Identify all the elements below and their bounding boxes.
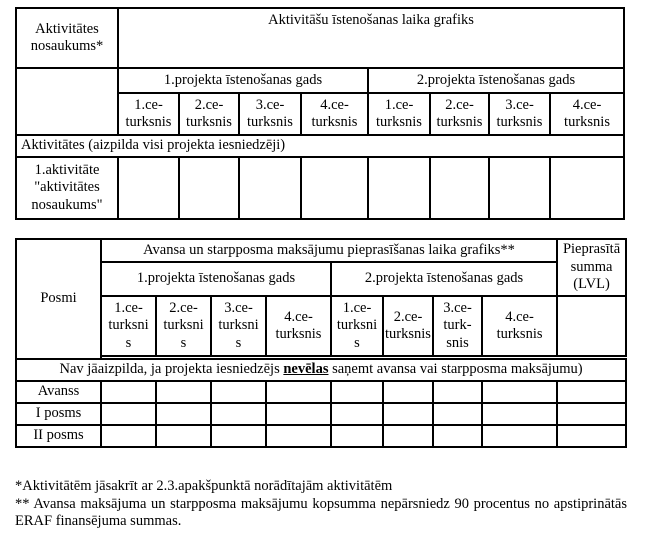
payment-cell[interactable] bbox=[433, 425, 482, 447]
year1-header: 1.projekta īstenošanas gads bbox=[101, 262, 331, 296]
quarter-header: 3.ce- turk- snis bbox=[433, 296, 482, 356]
year1-header: 1.projekta īstenošanas gads bbox=[118, 68, 368, 93]
stage-label: Avanss bbox=[16, 381, 101, 403]
schedule-header: Aktivitāšu īstenošanas laika grafiks bbox=[118, 8, 624, 68]
payment-cell[interactable] bbox=[482, 381, 557, 403]
activities-section-row: Aktivitātes (aizpilda visi projekta iesniedzēji) bbox=[16, 135, 624, 157]
quarter-header: 3.ce- turksnis bbox=[489, 93, 550, 135]
payment-cell[interactable] bbox=[383, 381, 433, 403]
empty-header-cell bbox=[16, 68, 118, 135]
requested-amount-header: Pieprasītā summa (LVL) bbox=[557, 239, 626, 296]
schedule-cell[interactable] bbox=[550, 157, 624, 219]
activity-name-cell: 1.aktivitāte "aktivitātes nosaukums" bbox=[16, 157, 118, 219]
stage-label: II posms bbox=[16, 425, 101, 447]
quarter-header: 4.ce- turksnis bbox=[266, 296, 331, 356]
payment-cell[interactable] bbox=[331, 381, 383, 403]
payment-cell[interactable] bbox=[156, 403, 211, 425]
payment-row bbox=[16, 403, 626, 425]
payment-cell[interactable] bbox=[101, 425, 156, 447]
schedule-cell[interactable] bbox=[368, 157, 430, 219]
payment-cell[interactable] bbox=[331, 425, 383, 447]
emphasis-word: nevēlas bbox=[283, 361, 329, 378]
quarter-header: 2.ce- turksnis bbox=[179, 93, 239, 135]
amount-cell[interactable] bbox=[557, 296, 626, 356]
quarter-header: 4.ce- turksnis bbox=[301, 93, 368, 135]
quarter-header-row bbox=[16, 296, 626, 356]
amount-cell[interactable] bbox=[557, 381, 626, 403]
amount-cell[interactable] bbox=[557, 425, 626, 447]
activity-name-header: Aktivitātes nosaukums* bbox=[16, 8, 118, 68]
quarter-header: 1.ce- turksnis bbox=[118, 93, 179, 135]
activity-row bbox=[16, 157, 624, 219]
payment-cell[interactable] bbox=[266, 381, 331, 403]
payment-note-row: Nav jāaizpilda, ja projekta iesniedzējs nevēlas saņemt avansa vai starpposma maksājumu) bbox=[16, 359, 626, 381]
payment-cell[interactable] bbox=[433, 381, 482, 403]
quarter-header: 2.ce- turksni s bbox=[156, 296, 211, 356]
schedule-cell[interactable] bbox=[489, 157, 550, 219]
quarter-header: 1.ce- turksnis bbox=[368, 93, 430, 135]
activity-schedule-table bbox=[15, 7, 625, 220]
payment-cell[interactable] bbox=[101, 403, 156, 425]
payment-cell[interactable] bbox=[211, 425, 266, 447]
footnote-2: ** Avansa maksājuma un starpposma maksājumu kopsumma nepārsniedz 90 procentus no apstiprinātās ERAF finansējuma summas. bbox=[15, 496, 627, 530]
schedule-cell[interactable] bbox=[239, 157, 301, 219]
payment-schedule-header: Avansa un starpposma maksājumu pieprasīšanas laika grafiks** bbox=[101, 239, 557, 262]
payment-cell[interactable] bbox=[211, 403, 266, 425]
payment-cell[interactable] bbox=[331, 403, 383, 425]
payment-cell[interactable] bbox=[211, 381, 266, 403]
payment-cell[interactable] bbox=[383, 403, 433, 425]
payment-cell[interactable] bbox=[482, 403, 557, 425]
quarter-header: 1.ce- turksni s bbox=[101, 296, 156, 356]
stage-label: I posms bbox=[16, 403, 101, 425]
payment-cell[interactable] bbox=[482, 425, 557, 447]
footnote-1: *Aktivitātēm jāsakrīt ar 2.3.apakšpunktā norādītajām aktivitātēm bbox=[15, 478, 393, 494]
schedule-cell[interactable] bbox=[430, 157, 489, 219]
quarter-header: 1.ce- turksni s bbox=[331, 296, 383, 356]
payment-cell[interactable] bbox=[101, 381, 156, 403]
payment-cell[interactable] bbox=[156, 425, 211, 447]
amount-cell[interactable] bbox=[557, 403, 626, 425]
year2-header: 2.projekta īstenošanas gads bbox=[368, 68, 624, 93]
quarter-header: 4.ce- turksnis bbox=[550, 93, 624, 135]
payment-cell[interactable] bbox=[383, 425, 433, 447]
stages-header: Posmi bbox=[16, 239, 101, 359]
quarter-header: 2.ce- turksnis bbox=[383, 296, 433, 356]
schedule-cell[interactable] bbox=[118, 157, 179, 219]
payment-row bbox=[16, 381, 626, 403]
payment-cell[interactable] bbox=[266, 403, 331, 425]
year2-header: 2.projekta īstenošanas gads bbox=[331, 262, 557, 296]
quarter-header: 2.ce- turksnis bbox=[430, 93, 489, 135]
payment-schedule-table bbox=[15, 238, 627, 448]
schedule-cell[interactable] bbox=[179, 157, 239, 219]
quarter-header: 3.ce- turksnis bbox=[239, 93, 301, 135]
quarter-header: 3.ce- turksni s bbox=[211, 296, 266, 356]
payment-cell[interactable] bbox=[156, 381, 211, 403]
payment-cell[interactable] bbox=[433, 403, 482, 425]
schedule-cell[interactable] bbox=[301, 157, 368, 219]
payment-cell[interactable] bbox=[266, 425, 331, 447]
payment-row bbox=[16, 425, 626, 447]
quarter-header: 4.ce- turksnis bbox=[482, 296, 557, 356]
